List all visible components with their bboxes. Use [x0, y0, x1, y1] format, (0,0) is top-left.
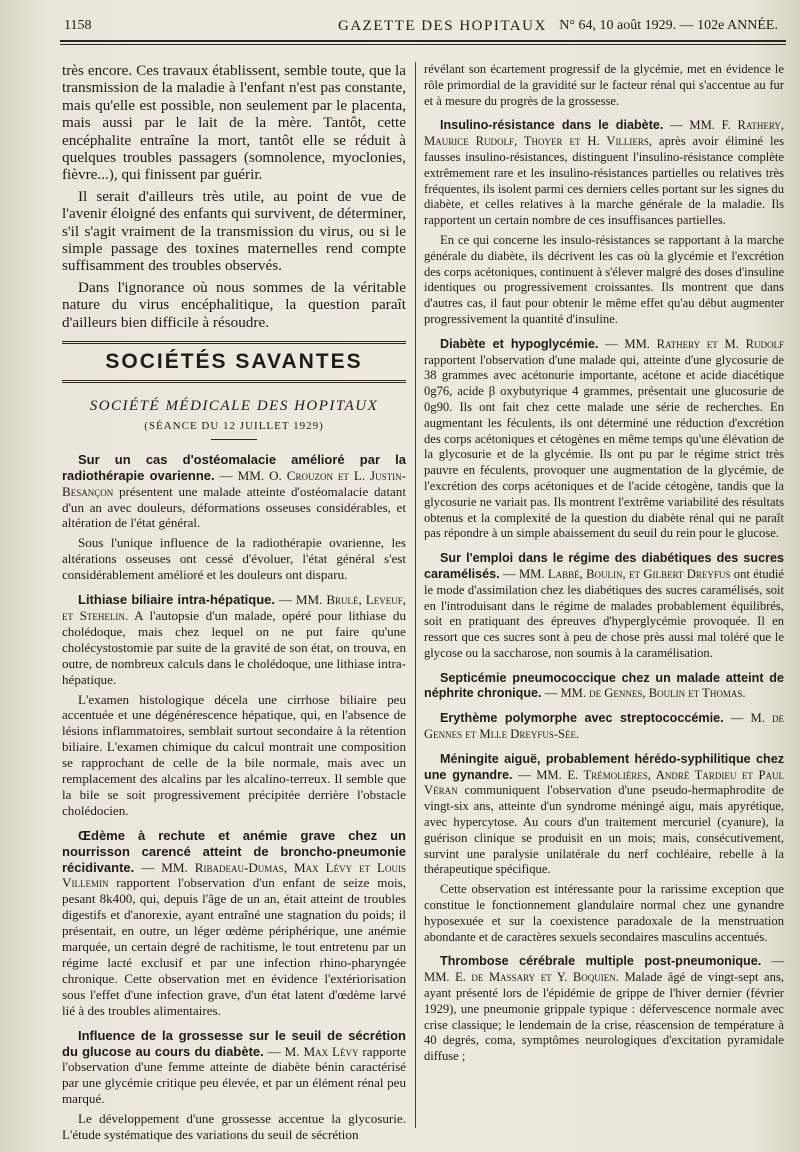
article	[424, 711, 784, 743]
article-text: L'examen histologique décela une cirrhose biliaire peu accentuée et une dégénérescence hépatique, qui, en l'absence de lésions inflammatoires, semblait surtout secondaire à la rétention biliaire. L'examen chimique du calcul montrait une composition se rapprochant de celle de la bile normale, mais avec un remplacement des alcalins par les alcalino-terreux. Il semble que la bile se soit progressivement précipitée derrière l'obstacle cholédocien.	[62, 691, 406, 818]
article-authors: — M. de Gennes et Mlle Dreyfus-Sée.	[424, 711, 784, 742]
article	[424, 752, 784, 946]
article-text: En ce qui concerne les insulo-résistances se rapportant à la marche générale du diabète, ils décrivent les cas où la glycémie et l'excrétion des corps acétoniques, continuent à s'élever malgré des doses d'insuline identiques ou progressivement croissantes. Ils montrent que dans d'autres cas, il faut pour obtenir le même effet qu'au début augmenter progressivement la quantité d'insuline.	[424, 232, 784, 326]
article-title: Sur l'emploi dans le régime des diabétiques des sucres caramélisés.	[424, 551, 784, 581]
article-text: rapportent l'observation d'un enfant de seize mois, pesant 8k400, qui, depuis l'âge de un an, était atteint de troubles digestifs et d'anorexie, ayant entraîné une stagnation du poids; il présentait, en outre, un léger œdème périphérique, une anémie marquée, un certain degré de rachitisme, le tout entretenu par un régime lacté exclusif et par une infection rhino-pharyngée chronique. Cette observation met en évidence l'extériorisation sous l'effet d'une infection grave, d'un état latent d'œdème larvé lié à des troubles alimentaires.	[62, 875, 406, 1018]
article-authors: — MM. E. de Massary et Y. Boquien.	[424, 954, 784, 985]
short-rule	[211, 439, 257, 440]
article-title: Erythème polymorphe avec streptococcémie.	[440, 711, 724, 726]
intro-paragraph: très encore. Ces travaux établissent, semble toute, que la transmission de la maladie à l'enfant n'est pas constante, mais qu'elle est possible, non seulement par le placenta, mais aussi par le lait de la mère. Tantôt, cette encéphalite entraîne la mort, tantôt elle se réduit à quelques troubles passagers (somnolence, myoclonies, fièvre...), qui finissent par guérir.	[62, 62, 406, 184]
header-rule	[60, 40, 786, 42]
article-text: Sous l'unique influence de la radiothérapie ovarienne, les altérations osseuses ont cessé d'évoluer, l'état général s'est considérablement amélioré et les douleurs ont disparu.	[62, 535, 406, 583]
article	[424, 337, 784, 542]
article-authors: — M. Max Lévy	[267, 1043, 359, 1059]
article	[424, 671, 784, 703]
issue-info: N° 64, 10 août 1929. — 102e ANNÉE.	[559, 18, 778, 33]
left-column	[62, 62, 407, 1143]
article	[62, 1028, 406, 1143]
article-authors: — MM. Rathery et M. Rudolf	[605, 336, 784, 351]
article-authors: — MM. Ribadeau-Dumas, Max Lévy et Louis Villemin	[62, 859, 406, 891]
article	[424, 118, 784, 327]
intro-paragraph: Dans l'ignorance où nous sommes de la véritable nature du virus encéphalitique, la question paraît d'ailleurs bien difficile à résoudre.	[62, 278, 406, 331]
article-text: communiquent l'observation d'une pseudo-hermaphrodite de vingt-six ans, atteinte d'un syndrome méningé aigu, mais apyrétique, avec hypercytose. Au cours d'un traitement mercuriel (cyanure), la guérison clinique se produisit en un mois; mais, consécutivement, survint une paralysie unilatérale du nerf cochléaire, rebelle à la thérapeutique spécifique.	[424, 783, 784, 877]
article-text: après avoir éliminé les fausses insulino-résistances, distinguent l'insulino-résistance complète extrêmement rare et les insulino-résistances partielles ou relatives très fréquentes, ils isolent parmi ces derniers celles portant sur les signes du diabète, et celles relatives à la marche générale de la maladie. Ils rapportent un certain nombre de ces insuffisances partielles.	[424, 134, 785, 228]
column-separator	[415, 62, 416, 1128]
article-title: Thrombose cérébrale multiple post-pneumonique.	[440, 954, 762, 969]
article-authors: — MM. de Gennes, Boulin et Thomas.	[544, 686, 746, 701]
article	[62, 592, 406, 819]
intro-text	[62, 62, 406, 331]
article	[62, 828, 406, 1019]
article-authors: — MM. O. Crouzon et L. Justin-Besançon	[62, 467, 406, 499]
right-column	[424, 62, 784, 1128]
section-title: SOCIÉTÉS SAVANTES	[105, 350, 363, 374]
article-text: rapportent l'observation d'une malade qui, atteinte d'une glycosurie de 38 grammes avec acétonurie importante, acétone et acide diacétique 0g76, acide β oxybutyrique 4 grammes, présentait une glucosurie de 0g90. Ils ont fait chez cette malade une série de recherches. En augmentant les féculents, ils ont déterminé une réduction d'excrétion des corps acétoniques et cétogènes en même temps qu'une élévation de la glycosurie et de la glycémie. Ils ont pu par le régime strict très pauvre en féculents, provoquer une augmentation de la glycémie, de l'excrétion des corps acétoniques et de l'acide cétogène, tandis que la glycosurie ne variait pas. Ils montrent l'extrême variabilité des résultats obtenus et la complexité de la question du diabète rénal qui ne paraît pas répondre à un simple abaissement du seuil du rein pour le glucose.	[424, 352, 784, 541]
article-title: Insulino-résistance dans le diabète.	[440, 118, 664, 133]
article-authors: — MM. Labbé, Boulin, et Gilbert Dreyfus	[503, 566, 731, 581]
article	[62, 452, 406, 583]
article-title: Œdème à rechute et anémie grave chez un nourrisson carencé atteint de broncho-pneumonie récidivante.	[62, 827, 406, 875]
article-text: Le développement d'une grossesse accentue la glycosurie. L'étude systématique des variations du seuil de sécrétion	[62, 1111, 406, 1143]
article-title: Influence de la grossesse sur le seuil de sécrétion du glucose au cours du diabète.	[62, 1027, 406, 1059]
article-text: A l'autopsie d'un malade, opéré pour lithiase du cholédoque, mais chez lequel on ne put faire qu'une cholécystostomie par suite de la gravité de son état, on trouva, en outre, de nombreux calculs dans le cholédoque, une lithiase intra-hépatique.	[62, 607, 406, 687]
article-title: Septicémie pneumococcique chez un malade atteint de néphrite chronique.	[424, 670, 784, 701]
society-name: SOCIÉTÉ MÉDICALE DES HOPITAUX	[89, 398, 379, 414]
header-rule-thin	[60, 44, 786, 45]
section-rule-bottom	[62, 380, 406, 383]
article-text: rapporte l'observation d'une femme atteinte de diabète bénin caractérisé par une glycémie critique peu élevée, et par un élément rénal peu marqué.	[62, 1043, 407, 1107]
article-text: Cette observation est intéressante pour la rarissime exception que constitue le fonctionnement glandulaire normal chez une gynandre hyposexuée et sur la coexistence paradoxale de la menstruation abondante et de caractères sexuels secondaires masculins accentués.	[424, 882, 784, 944]
intro-paragraph: Il serait d'ailleurs très utile, au point de vue de l'avenir éloigné des enfants qui survivent, de déterminer, s'il s'agit vraiment de la transmission du virus, ou si le simple passage des toxines maternelles rend compte suffisamment des troubles observés.	[62, 187, 406, 275]
article-authors: — MM. F. Rathery, Maurice Rudolf, Thoyer et H. Villiers,	[424, 118, 784, 149]
article	[424, 551, 784, 662]
article-authors: — MM. Brulé, Leveuf, et Stehelin.	[62, 592, 406, 623]
article-title: Lithiase biliaire intra-hépatique.	[78, 592, 275, 608]
article-title: Diabète et hypoglycémie.	[440, 336, 599, 351]
article	[424, 954, 784, 1065]
article-text: ont étudié le mode d'assimilation chez les diabétiques des sucres caramélisés, soit en l'introduisant dans le régime de malades probablement équilibrés, soit en pratiquant des épreuves d'hyperglycémie provoquée. Il en ressort que ces sucres sont à peu de chose près aussi mal toléré que le glycose ou la saccharose, non soumis à la caramélisation.	[424, 566, 784, 660]
article-continuation	[424, 62, 784, 109]
seance-date: (SÉANCE DU 12 JUILLET 1929)	[144, 419, 324, 432]
section-rule-top	[62, 341, 406, 344]
article-authors: — MM. E. Trémolières, André Tardieu et Paul Véran	[424, 767, 784, 798]
article-title: Méningite aiguë, probablement hérédo-syphilitique chez une gynandre.	[424, 751, 784, 782]
article-text: présentent une malade atteinte d'ostéomalacie datant d'un an avec douleurs, déformations osseuses considérables, et altération de l'état général.	[62, 483, 406, 531]
article-text: Malade âgé de vingt-sept ans, ayant présenté lors de l'épidémie de grippe de l'hiver dernier (février 1929), une pneumonie grippale typique : défervescence normale avec crise classique; le lendemain de la crise, réascension de température à 40 degrés, coma, symptômes neurologiques d'excitation pyramidale diffuse ;	[424, 970, 784, 1064]
page-number: 1158	[64, 18, 92, 33]
journal-title: GAZETTE DES HOPITAUX	[338, 18, 547, 34]
continuation-text: révélant son écartement progressif de la glycémie, met en évidence le rôle primordial de la gravidité sur le facteur rénal qui s'accentue au fur et à mesure du progrès de la grossesse.	[424, 62, 784, 108]
article-title: Sur un cas d'ostéomalacie amélioré par la radiothérapie ovarienne.	[62, 451, 406, 483]
page-header	[60, 18, 786, 44]
